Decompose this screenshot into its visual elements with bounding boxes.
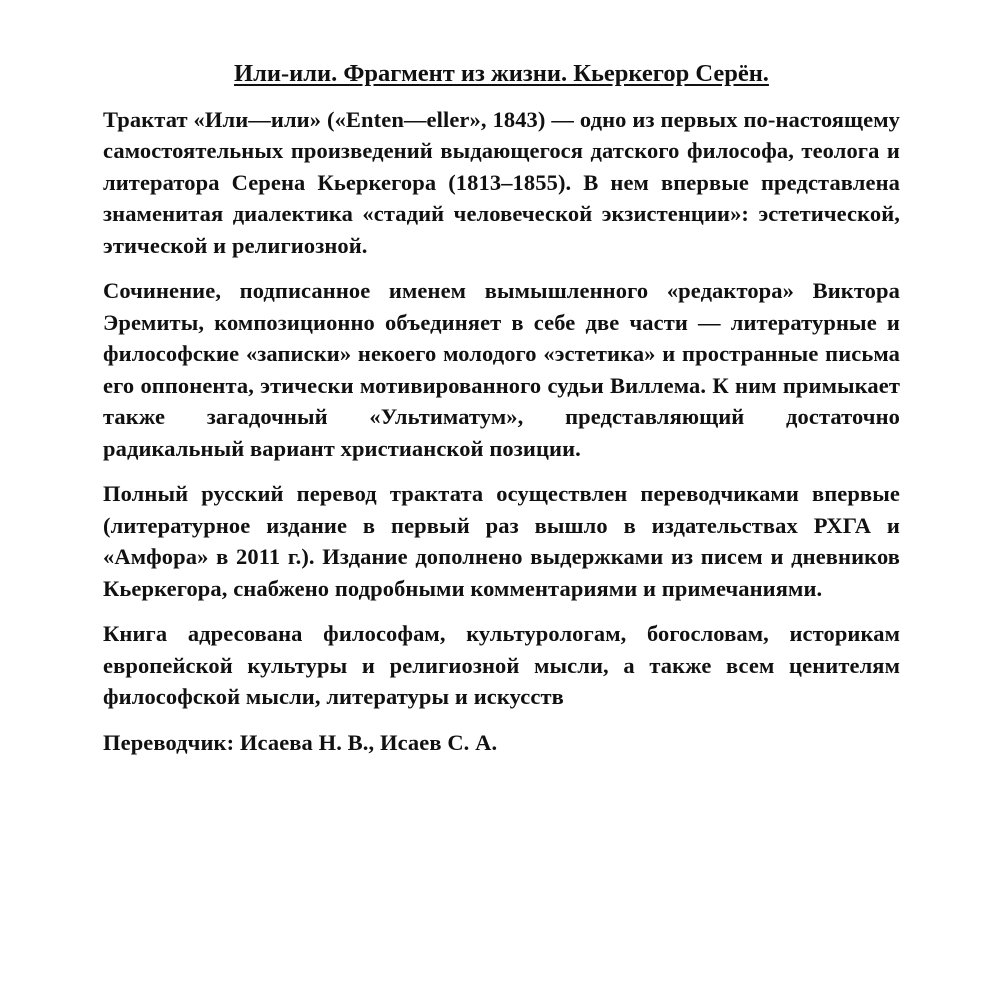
paragraph-translation: Полный русский перевод трактата осуществлен переводчиками впервые (литературное издание в первый раз вышло в издательствах РХГА и «Амфора» в 2011 г.). Издание дополнено выдержками из писем и дневников Кьеркегора, снабжено подробными комментариями и примечаниями. — [103, 481, 900, 601]
paragraph-audience: Книга адресована философам, культурологам, богословам, историкам европейской культуры и религиозной мысли, а также всем ценителям философской мысли, литературы и искусств — [103, 621, 900, 710]
paragraph-intro: Трактат «Или—или» («Enten—eller», 1843) — одно из первых по-настоящему самостоятельных произведений выдающегося датского философа, теолога и литератора Серена Кьеркегора (1813–1855). В нем впервые представлена знаменитая диалектика «стадий человеческой экзистенции»: эстетической, этической и религиозной. — [103, 106, 900, 258]
document-page — [103, 58, 900, 772]
paragraph-composition: Сочинение, подписанное именем вымышленного «редактора» Виктора Эремиты, композиционно объединяет в себе две части — литературные и философские «записки» некоего молодого «эстетика» и пространные письма его оппонента, этически мотивированного судьи Виллема. К ним примыкает также загадочный «Ультиматум», представляющий достаточно радикальный вариант христианской позиции. — [103, 278, 900, 461]
translators-line: Переводчик: Исаева Н. В., Исаев С. А. — [103, 729, 498, 755]
page-title: Или-или. Фрагмент из жизни. Кьеркегор Серён. — [234, 60, 769, 87]
